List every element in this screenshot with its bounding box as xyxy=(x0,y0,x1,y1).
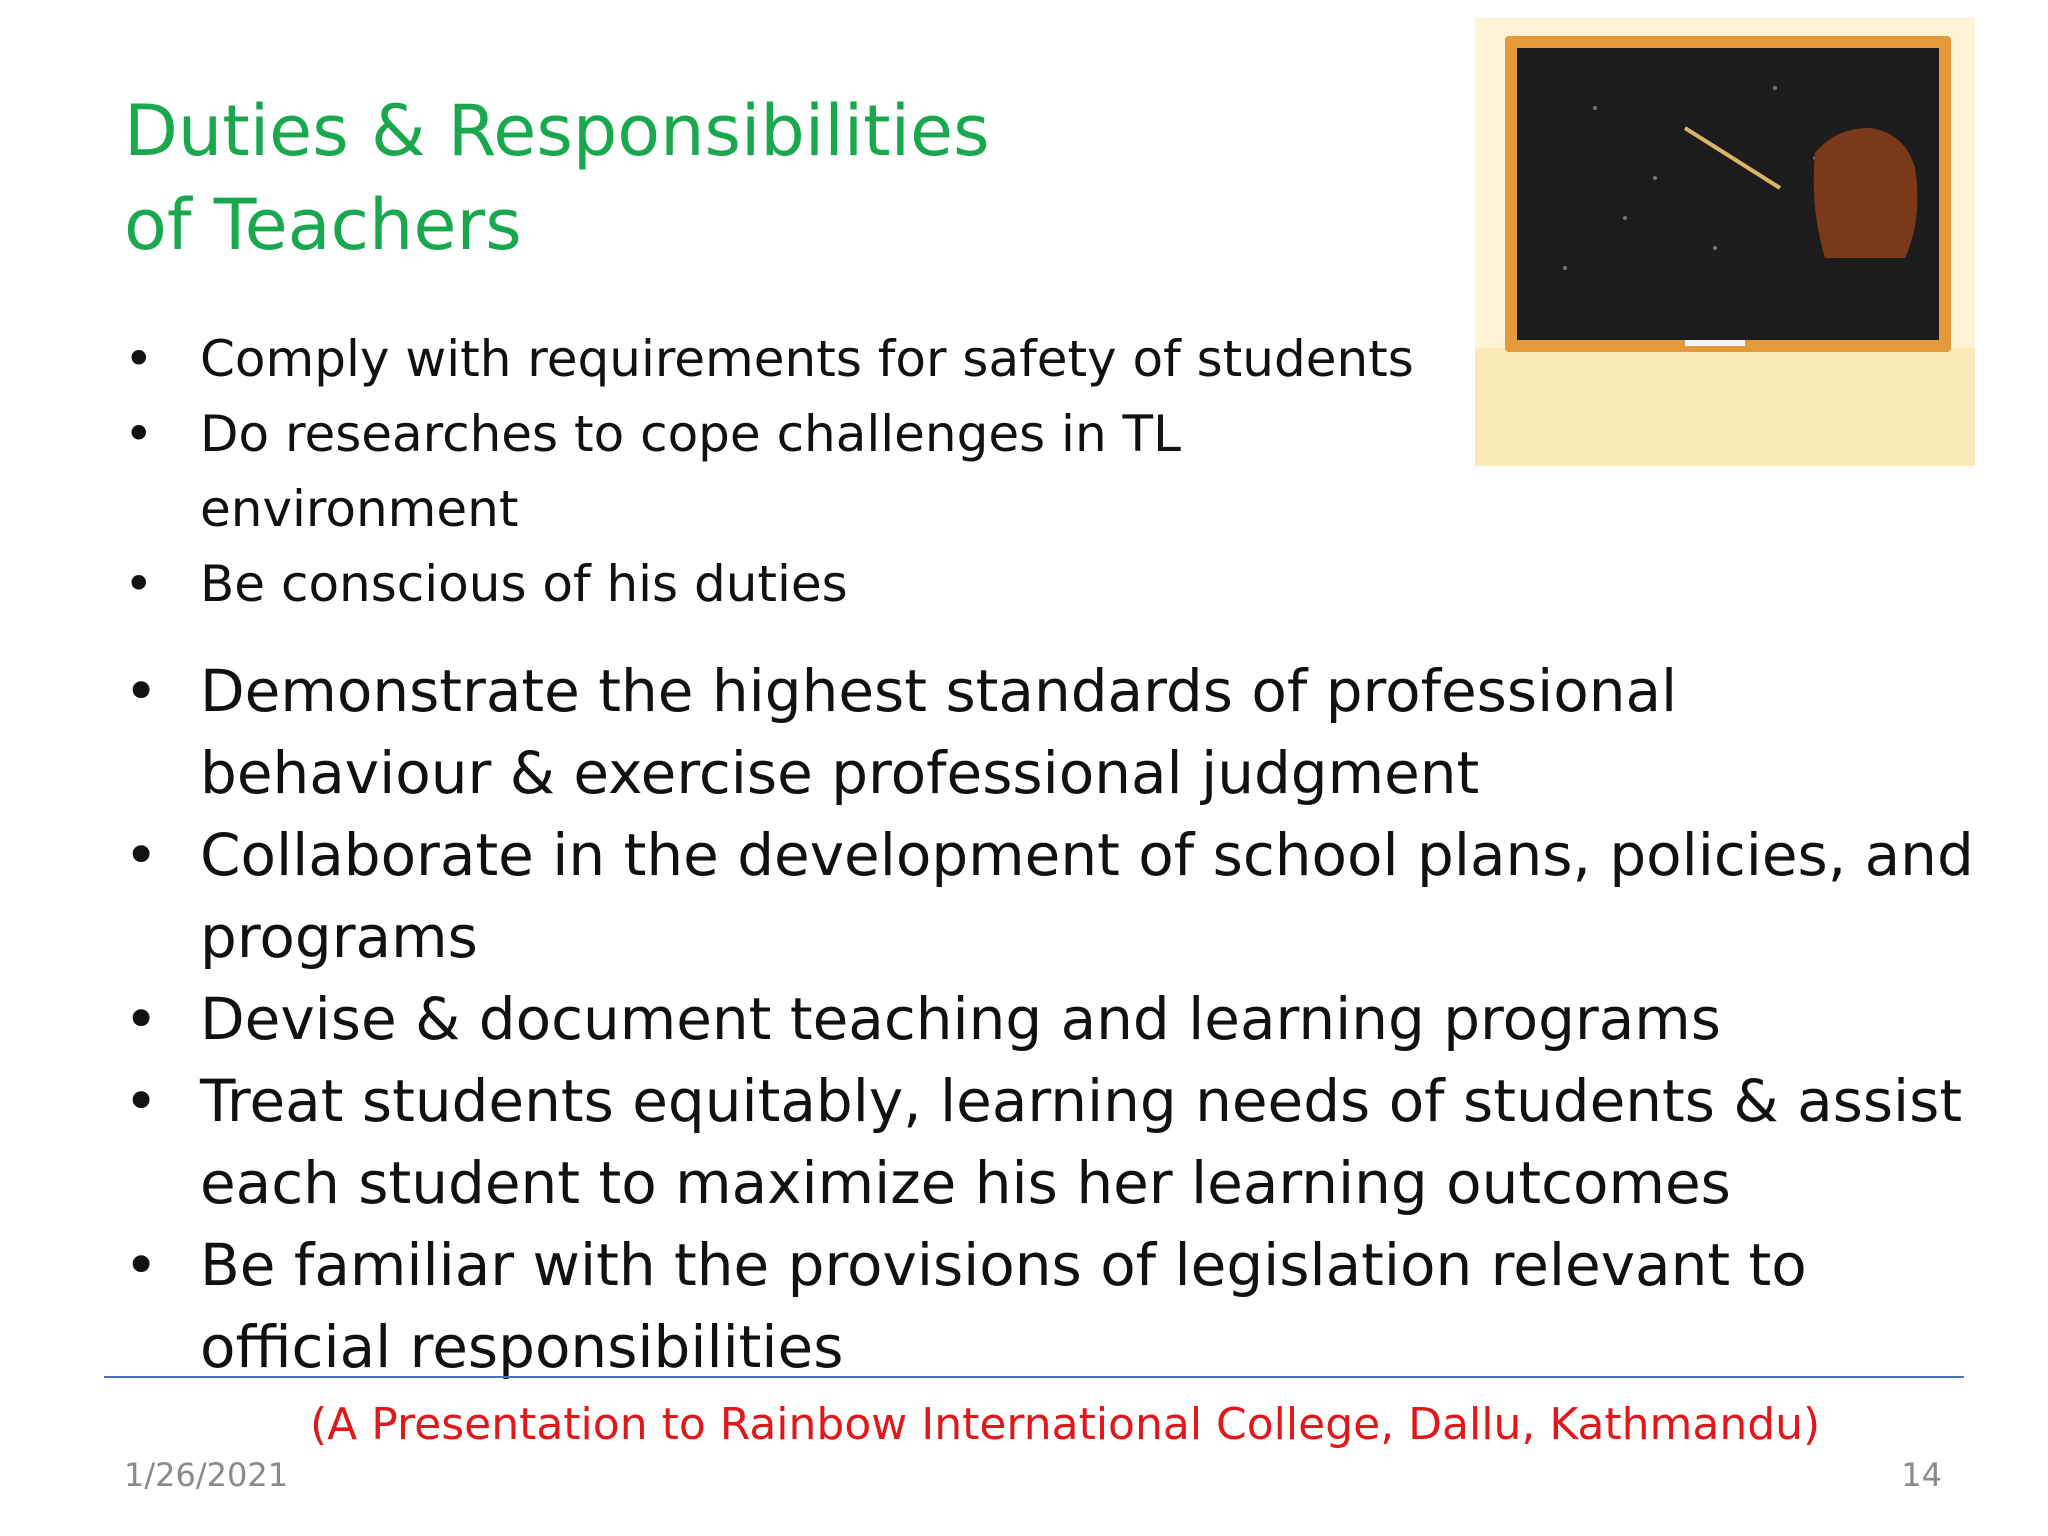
list-item xyxy=(124,547,1454,622)
list-item-text: Demonstrate the highest standards of professional behaviour & exercise professional judgment xyxy=(200,657,1678,807)
list-item-text: Be conscious of his duties xyxy=(200,555,848,613)
bullet-marker: • xyxy=(124,1231,159,1299)
footer-divider xyxy=(104,1376,1964,1378)
bullet-marker: • xyxy=(124,1067,159,1135)
list-item-text: Treat students equitably, learning needs of students & assist each student to maximize his her learning outcomes xyxy=(200,1067,1963,1217)
list-item xyxy=(124,322,1454,397)
footer-caption: (A Presentation to Rainbow International College, Dallu, Kathmandu) xyxy=(310,1399,1821,1450)
list-item xyxy=(124,814,1984,978)
bullet-marker: • xyxy=(124,821,159,889)
slide-number: 14 xyxy=(1901,1456,1942,1494)
slide-title xyxy=(124,84,1424,272)
list-item xyxy=(124,650,1984,814)
list-item-text: Collaborate in the development of school plans, policies, and programs xyxy=(200,821,1974,971)
list-item xyxy=(124,397,1454,547)
list-item-text: Be familiar with the provisions of legislation relevant to official responsibilities xyxy=(200,1231,1807,1381)
bullet-list-small xyxy=(124,322,1454,622)
list-item-text: Do researches to cope challenges in TL environment xyxy=(200,405,1181,538)
list-item-text: Comply with requirements for safety of students xyxy=(200,330,1414,388)
list-item xyxy=(124,978,1984,1060)
bullet-marker: • xyxy=(124,330,154,388)
slide-title-line-2: of Teachers xyxy=(124,184,522,266)
list-item xyxy=(124,1224,1984,1388)
bullet-marker: • xyxy=(124,405,154,463)
list-item xyxy=(124,1060,1984,1224)
list-item-text: Devise & document teaching and learning programs xyxy=(200,985,1721,1053)
teacher-at-blackboard-icon xyxy=(1475,18,1975,466)
bullet-marker: • xyxy=(124,985,159,1053)
slide-title-line-1: Duties & Responsibilities xyxy=(124,90,990,172)
bullet-marker: • xyxy=(124,657,159,725)
slide-date: 1/26/2021 xyxy=(124,1456,289,1494)
bullet-marker: • xyxy=(124,555,154,613)
bullet-list-large xyxy=(124,650,1984,1388)
